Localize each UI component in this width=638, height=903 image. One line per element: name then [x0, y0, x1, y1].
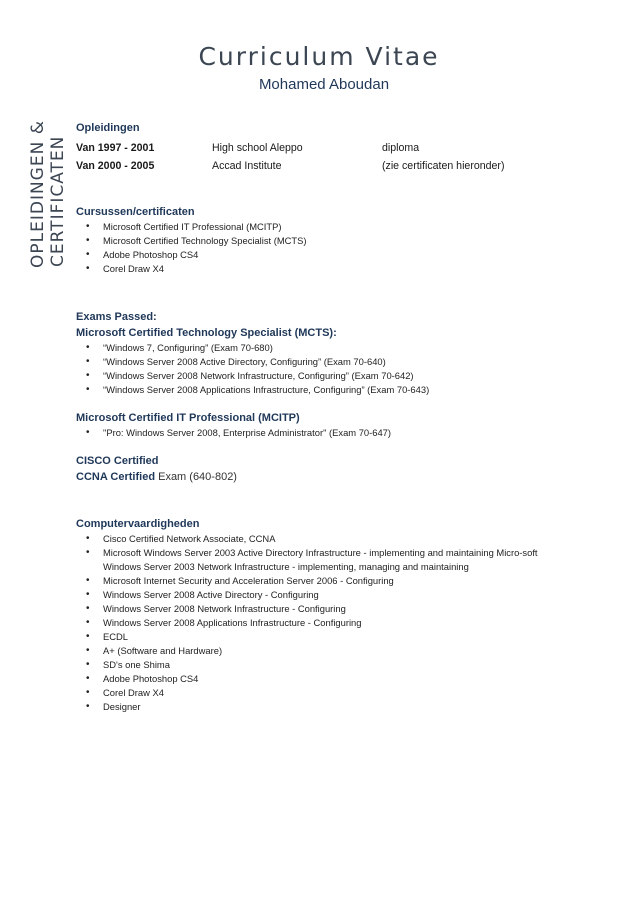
list-item: • Adobe Photoshop CS4 — [76, 248, 596, 262]
list-item: • "Pro: Windows Server 2008, Enterprise Administrator" (Exam 70-647) — [76, 426, 596, 440]
list-item: • Designer — [76, 700, 596, 714]
education-school: High school Aleppo — [212, 142, 303, 154]
list-item: • Microsoft Certified IT Professional (MCITP) — [76, 220, 596, 234]
list-item: • Windows Server 2008 Active Directory - Configuring — [76, 588, 596, 602]
list-item: • “Windows Server 2008 Network Infrastructure, Configuring” (Exam 70-642) — [76, 369, 596, 383]
list-item: • “Windows Server 2008 Applications Infrastructure, Configuring” (Exam 70-643) — [76, 383, 596, 397]
list-item: • ECDL — [76, 630, 596, 644]
list-item: • “Windows Server 2008 Active Directory, Configuring” (Exam 70-640) — [76, 355, 596, 369]
education-row — [76, 139, 596, 157]
list-item: • Corel Draw X4 — [76, 686, 596, 700]
education-table — [76, 139, 596, 175]
side-label-line-2: CERTIFICATEN — [48, 135, 68, 267]
mcitp-list — [76, 426, 596, 440]
list-item: • Corel Draw X4 — [76, 262, 596, 276]
ccna-exam: Exam (640-802) — [155, 471, 237, 483]
list-item: • Windows Server 2008 Applications Infrastructure - Configuring — [76, 616, 596, 630]
computer-skills-heading: Computervaardigheden — [76, 518, 200, 530]
education-result: (zie certificaten hieronder) — [382, 160, 505, 172]
person-name: Mohamed Aboudan — [258, 76, 390, 93]
education-row — [76, 157, 596, 175]
ccna-line — [76, 469, 596, 485]
ccna-label: CCNA Certified — [76, 471, 156, 483]
cursussen-heading: Cursussen/certificaten — [76, 206, 195, 218]
education-period: Van 2000 - 2005 — [76, 160, 155, 172]
cv-content — [76, 120, 596, 714]
education-period: Van 1997 - 2001 — [76, 142, 155, 154]
list-item: • “Windows 7, Configuring” (Exam 70-680) — [76, 341, 596, 355]
list-item: • Cisco Certified Network Associate, CCNA — [76, 532, 596, 546]
section-side-label — [30, 118, 72, 268]
mcts-heading: Microsoft Certified Technology Specialist (MCTS): — [76, 327, 337, 339]
document-title: Curriculum Vitae — [198, 42, 440, 71]
mcts-list — [76, 341, 596, 397]
side-label-line-1: OPLEIDINGEN & — [28, 120, 48, 268]
education-result: diploma — [382, 142, 420, 154]
list-item: • SD's one Shima — [76, 658, 596, 672]
list-item: • A+ (Software and Hardware) — [76, 644, 596, 658]
exams-heading: Exams Passed: — [76, 311, 157, 323]
opleidingen-heading: Opleidingen — [76, 122, 140, 134]
list-item: • Adobe Photoshop CS4 — [76, 672, 596, 686]
mcitp-heading: Microsoft Certified IT Professional (MCITP) — [76, 412, 300, 424]
list-item: • Microsoft Certified Technology Specialist (MCTS) — [76, 234, 596, 248]
list-item: • Windows Server 2008 Network Infrastructure - Configuring — [76, 602, 596, 616]
cursussen-list — [76, 220, 596, 276]
list-item: • Microsoft Windows Server 2003 Active Directory Infrastructure - implementing and maintaining Micro-soft Windows Server 2003 Network Infrastructure - implementing, managing and maintaining — [76, 546, 596, 574]
list-item: • Microsoft Internet Security and Acceleration Server 2006 - Configuring — [76, 574, 596, 588]
education-school: Accad Institute — [212, 160, 282, 172]
computer-skills-list — [76, 532, 596, 714]
cisco-heading: CISCO Certified — [76, 455, 159, 467]
